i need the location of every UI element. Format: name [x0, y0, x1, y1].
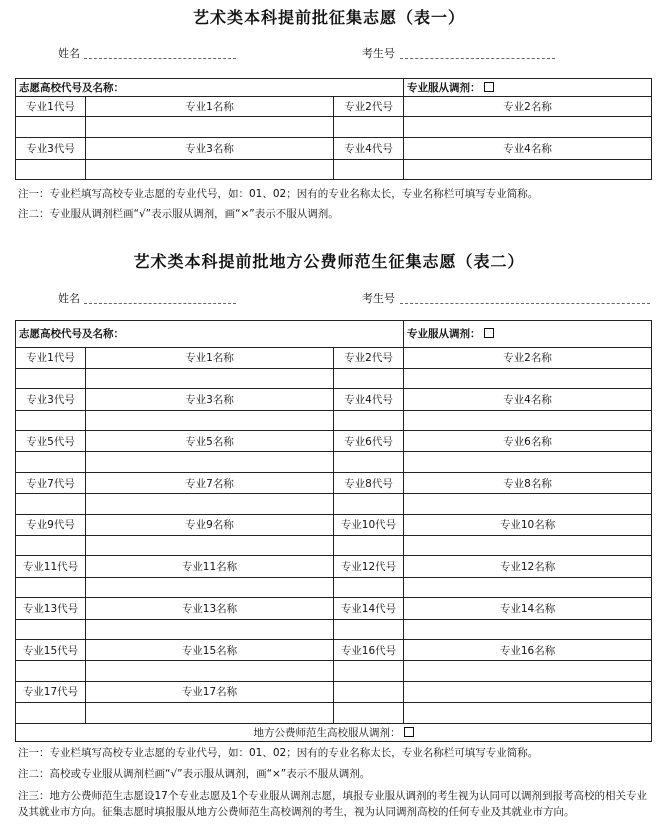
major-code-input[interactable] — [16, 159, 86, 179]
adjust-label: 专业服从调剂： — [407, 82, 481, 95]
major-name-label: 专业3名称 — [86, 389, 334, 410]
table2-note-1: 注一：专业栏填写高校专业志愿的专业代号，如：01、02；因有的专业名称太长，专业名称栏可填写专业简称。 — [18, 747, 539, 759]
major-code-label: 专业5代号 — [16, 431, 86, 452]
major-name-label: 专业2名称 — [404, 347, 652, 368]
major-code-input[interactable] — [334, 577, 404, 597]
major-name-input[interactable] — [404, 410, 652, 430]
major-name-label: 专业6名称 — [404, 431, 652, 452]
major-code-input[interactable] — [16, 619, 86, 639]
major-name-input[interactable] — [404, 494, 652, 514]
major-code-input[interactable] — [334, 368, 404, 388]
major-code-input[interactable] — [334, 410, 404, 430]
school-field[interactable]: 志愿高校代号及名称： — [16, 321, 404, 348]
adjust-checkbox[interactable] — [484, 82, 494, 92]
major-name-label: 专业17名称 — [86, 681, 334, 702]
major-name-label: 专业4名称 — [404, 389, 652, 410]
major-name-label: 专业7名称 — [86, 472, 334, 493]
major-name-label: 专业2名称 — [404, 97, 652, 117]
major-code-label: 专业6代号 — [334, 431, 404, 452]
name-label: 姓名 — [58, 292, 80, 305]
major-name-input[interactable] — [86, 159, 334, 179]
major-code-label: 专业4代号 — [334, 389, 404, 410]
adjust-checkbox[interactable] — [484, 328, 494, 338]
major-code-input[interactable] — [16, 536, 86, 556]
major-code-input[interactable] — [334, 703, 404, 723]
major-code-input[interactable] — [334, 159, 404, 179]
major-name-input[interactable] — [86, 577, 334, 597]
major-name-label: 专业11名称 — [86, 556, 334, 577]
school-adjust-label: 地方公费师范生高校服从调剂： — [253, 726, 401, 739]
name-label: 姓名 — [58, 47, 80, 60]
major-code-input[interactable] — [16, 410, 86, 430]
exam-number-field[interactable] — [400, 303, 650, 304]
major-name-input[interactable] — [404, 661, 652, 681]
major-name-input[interactable] — [86, 494, 334, 514]
major-name-label: 专业4名称 — [404, 137, 652, 159]
major-code-input[interactable] — [334, 494, 404, 514]
major-code-input[interactable] — [16, 661, 86, 681]
major-code-label: 专业12代号 — [334, 556, 404, 577]
major-name-input[interactable] — [404, 619, 652, 639]
major-code-label: 专业1代号 — [16, 347, 86, 368]
major-code-label: 专业10代号 — [334, 514, 404, 535]
major-name-input[interactable] — [86, 117, 334, 137]
major-name-input[interactable] — [86, 536, 334, 556]
table1-title: 艺术类本科提前批征集志愿（表一） — [192, 8, 465, 27]
table2-note-2: 注二：高校或专业服从调剂栏画“√”表示服从调剂，画“×”表示不服从调剂。 — [18, 768, 371, 780]
major-name-label: 专业12名称 — [404, 556, 652, 577]
major-code-label: 专业4代号 — [334, 137, 404, 159]
school-adjust-checkbox[interactable] — [404, 727, 414, 737]
major-code-input[interactable] — [16, 368, 86, 388]
major-code-label: 专业13代号 — [16, 598, 86, 619]
major-code-input[interactable] — [16, 577, 86, 597]
major-name-label: 专业9名称 — [86, 514, 334, 535]
major-name-input[interactable] — [404, 536, 652, 556]
major-code-input[interactable] — [16, 494, 86, 514]
major-code-input[interactable] — [334, 661, 404, 681]
major-name-label: 专业3名称 — [86, 137, 334, 159]
exam-number-label: 考生号 — [362, 292, 395, 305]
major-name-input[interactable] — [404, 368, 652, 388]
table1-identity-row — [0, 45, 658, 65]
major-name-input[interactable] — [404, 159, 652, 179]
exam-number-field[interactable] — [400, 58, 555, 59]
table2-title: 艺术类本科提前批地方公费师范生征集志愿（表二） — [133, 252, 525, 271]
major-name-label: 专业15名称 — [86, 639, 334, 660]
major-name-input[interactable] — [86, 661, 334, 681]
table1-form — [15, 78, 652, 180]
major-code-label: 专业11代号 — [16, 556, 86, 577]
major-name-input[interactable] — [86, 452, 334, 472]
school-adjust-field[interactable] — [16, 723, 652, 741]
major-code-label: 专业7代号 — [16, 472, 86, 493]
table2-note-3: 注三：地方公费师范生志愿设17个专业志愿及1个专业服从调剂志愿，填报专业服从调剂的考生视为认同可以调剂到报考高校的相关专业及其就业市方向。征集志愿时填报服从地方公费师范生高校调剂的考生，视为认同调剂高校的任何专业及其就业市方向。 — [18, 790, 648, 818]
major-name-label: 专业1名称 — [86, 347, 334, 368]
table2-form — [15, 320, 652, 742]
adjust-field[interactable] — [404, 321, 652, 348]
table1-note-2: 注二：专业服从调剂栏画“√”表示服从调剂，画“×”表示不服从调剂。 — [18, 208, 339, 220]
major-code-input[interactable] — [16, 703, 86, 723]
exam-number-label: 考生号 — [362, 47, 395, 60]
major-name-label — [404, 681, 652, 702]
major-code-label: 专业9代号 — [16, 514, 86, 535]
major-name-input[interactable] — [404, 703, 652, 723]
major-name-input[interactable] — [86, 368, 334, 388]
major-code-label: 专业16代号 — [334, 639, 404, 660]
major-code-label: 专业2代号 — [334, 97, 404, 117]
major-code-label: 专业14代号 — [334, 598, 404, 619]
major-name-label: 专业5名称 — [86, 431, 334, 452]
major-name-input[interactable] — [404, 452, 652, 472]
school-field[interactable]: 志愿高校代号及名称： — [16, 79, 404, 97]
table1-note-1: 注一：专业栏填写高校专业志愿的专业代号，如：01、02；因有的专业名称太长，专业名称栏可填写专业简称。 — [18, 188, 539, 200]
major-name-input[interactable] — [86, 410, 334, 430]
adjust-field[interactable] — [404, 79, 652, 97]
major-code-label — [334, 681, 404, 702]
major-code-input[interactable] — [16, 117, 86, 137]
table2-identity-row — [0, 290, 658, 310]
major-code-label: 专业2代号 — [334, 347, 404, 368]
major-code-input[interactable] — [334, 536, 404, 556]
adjust-label: 专业服从调剂： — [407, 328, 481, 341]
name-field[interactable] — [84, 303, 236, 304]
major-code-label: 专业3代号 — [16, 389, 86, 410]
major-name-label: 专业10名称 — [404, 514, 652, 535]
name-field[interactable] — [84, 58, 236, 59]
major-code-label: 专业17代号 — [16, 681, 86, 702]
major-name-label: 专业14名称 — [404, 598, 652, 619]
major-code-label: 专业1代号 — [16, 97, 86, 117]
major-code-label: 专业15代号 — [16, 639, 86, 660]
major-code-label: 专业3代号 — [16, 137, 86, 159]
major-name-label: 专业1名称 — [86, 97, 334, 117]
major-name-input[interactable] — [404, 577, 652, 597]
major-code-label: 专业8代号 — [334, 472, 404, 493]
major-name-label: 专业16名称 — [404, 639, 652, 660]
major-name-input[interactable] — [86, 619, 334, 639]
major-name-label: 专业13名称 — [86, 598, 334, 619]
major-code-input[interactable] — [334, 619, 404, 639]
major-name-label: 专业8名称 — [404, 472, 652, 493]
major-code-input[interactable] — [334, 452, 404, 472]
major-code-input[interactable] — [334, 117, 404, 137]
major-code-input[interactable] — [16, 452, 86, 472]
major-name-input[interactable] — [86, 703, 334, 723]
major-name-input[interactable] — [404, 117, 652, 137]
